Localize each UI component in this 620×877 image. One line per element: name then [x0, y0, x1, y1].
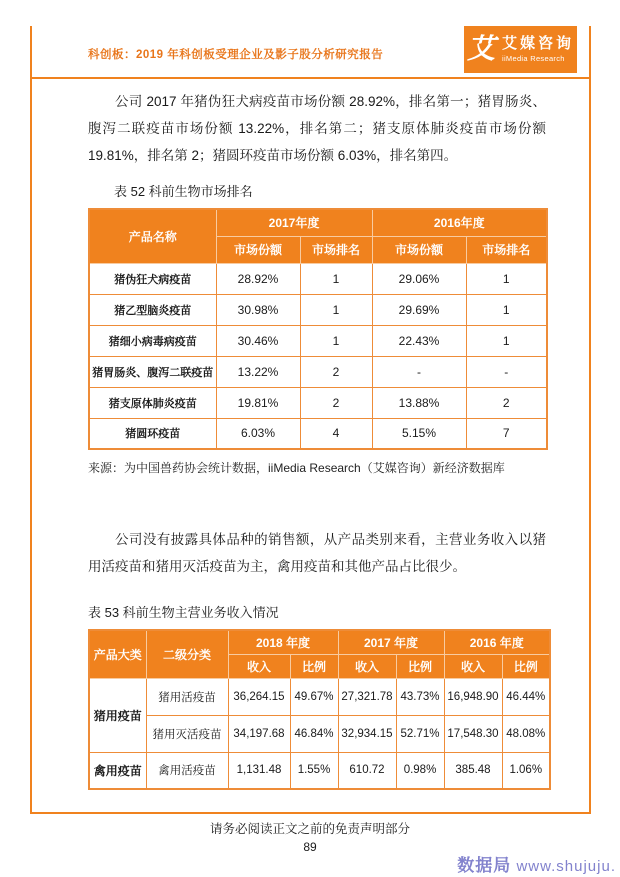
share-2017-cell: 19.81%: [216, 387, 300, 418]
ratio-2018-cell: 49.67%: [290, 678, 338, 715]
product-name-cell: 猪支原体肺炎疫苗: [89, 387, 216, 418]
income-2017-cell: 27,321.78: [338, 678, 396, 715]
page-number: 89: [303, 840, 317, 854]
rank-2016-cell: 1: [466, 325, 547, 356]
income-2018-cell: 36,264.15: [228, 678, 290, 715]
rank-2017-cell: 4: [300, 418, 372, 449]
logo-brand-en: iiMedia Research: [502, 54, 565, 64]
footer-divider: [30, 812, 591, 814]
rank-2017-cell: 1: [300, 294, 372, 325]
col-header-income-2018: 收入: [228, 654, 290, 678]
ratio-2017-cell: 43.73%: [396, 678, 444, 715]
share-2017-cell: 30.46%: [216, 325, 300, 356]
category-cell: 猪用疫苗: [89, 678, 146, 752]
col-header-share-2016: 市场份额: [372, 236, 466, 263]
logo-brand-cn: 艾媒咨询: [502, 35, 575, 53]
rank-2016-cell: 1: [466, 263, 547, 294]
product-name-cell: 猪胃肠炎、腹泻二联疫苗: [89, 356, 216, 387]
col-header-category: 产品大类: [89, 630, 146, 678]
col-header-ratio-2016: 比例: [502, 654, 550, 678]
share-2017-cell: 30.98%: [216, 294, 300, 325]
rank-2017-cell: 2: [300, 387, 372, 418]
share-2016-cell: -: [372, 356, 466, 387]
col-header-subcategory: 二级分类: [146, 630, 228, 678]
income-2016-cell: 385.48: [444, 752, 502, 789]
share-2017-cell: 28.92%: [216, 263, 300, 294]
table52-caption: 表 52 科前生物市场排名: [114, 184, 253, 199]
table-row: [89, 678, 550, 715]
product-name-cell: 猪伪狂犬病疫苗: [89, 263, 216, 294]
col-header-share-2017: 市场份额: [216, 236, 300, 263]
rank-2016-cell: 7: [466, 418, 547, 449]
subcategory-cell: 禽用活疫苗: [146, 752, 228, 789]
table-row: [89, 387, 547, 418]
market-ranking-table: [88, 208, 548, 450]
rank-2017-cell: 1: [300, 325, 372, 356]
share-2016-cell: 5.15%: [372, 418, 466, 449]
category-cell: 禽用疫苗: [89, 752, 146, 789]
product-name-cell: 猪细小病毒病疫苗: [89, 325, 216, 356]
table-header-row: [89, 630, 550, 654]
paragraph-market-share: 公司 2017 年猪伪狂犬病疫苗市场份额 28.92%，排名第一；猪胃肠炎、腹泻二联疫苗市场份额 13.22%，排名第二；猪支原体肺炎疫苗市场份额 19.81%，排名第 2；猪圆环疫苗市场份额 6.03%，排名第四。: [88, 94, 546, 163]
subcategory-cell: 猪用灭活疫苗: [146, 715, 228, 752]
income-2016-cell: 16,948.90: [444, 678, 502, 715]
ratio-2017-cell: 52.71%: [396, 715, 444, 752]
table-row: [89, 418, 547, 449]
ratio-2016-cell: 48.08%: [502, 715, 550, 752]
share-2016-cell: 29.06%: [372, 263, 466, 294]
iimedia-logo-text: [502, 35, 574, 63]
col-header-rank-2016: 市场排名: [466, 236, 547, 263]
rank-2017-cell: 2: [300, 356, 372, 387]
watermark-brand: 数据局: [457, 856, 512, 875]
table-row: [89, 752, 550, 789]
share-2017-cell: 6.03%: [216, 418, 300, 449]
col-header-year-2018: 2018 年度: [228, 630, 338, 654]
table52-source: 来源：为中国兽药协会统计数据，iiMedia Research（艾媒咨询）新经济数据库: [88, 461, 505, 475]
subcategory-cell: 猪用活疫苗: [146, 678, 228, 715]
col-header-year-2016: 2016 年度: [444, 630, 550, 654]
report-title: 科创板：2019 年科创板受理企业及影子股分析研究报告: [88, 49, 384, 61]
page-border-right: [589, 26, 591, 814]
col-header-year-2017: 2017 年度: [338, 630, 444, 654]
table-row: [89, 356, 547, 387]
table-header-row: [89, 209, 547, 236]
ratio-2016-cell: 46.44%: [502, 678, 550, 715]
col-header-income-2016: 收入: [444, 654, 502, 678]
income-2016-cell: 17,548.30: [444, 715, 502, 752]
table53-caption: 表 53 科前生物主营业务收入情况: [88, 605, 279, 620]
paragraph-revenue: 公司没有披露具体品种的销售额，从产品类别来看，主营业务收入以猪用活疫苗和猪用灭活疫苗为主，禽用疫苗和其他产品占比很少。: [88, 532, 546, 574]
ratio-2017-cell: 0.98%: [396, 752, 444, 789]
rank-2017-cell: 1: [300, 263, 372, 294]
income-2017-cell: 610.72: [338, 752, 396, 789]
revenue-table: [88, 629, 551, 790]
table-row: [89, 715, 550, 752]
iimedia-logo: [464, 26, 577, 73]
ratio-2018-cell: 46.84%: [290, 715, 338, 752]
watermark-url: www.shujuju.: [511, 858, 616, 875]
page-body: [88, 88, 549, 790]
header-divider: [30, 77, 591, 79]
col-header-ratio-2018: 比例: [290, 654, 338, 678]
share-2016-cell: 13.88%: [372, 387, 466, 418]
share-2016-cell: 22.43%: [372, 325, 466, 356]
table-row: [89, 263, 547, 294]
watermark: [457, 851, 616, 876]
table-row: [89, 294, 547, 325]
share-2017-cell: 13.22%: [216, 356, 300, 387]
ratio-2018-cell: 1.55%: [290, 752, 338, 789]
income-2018-cell: 34,197.68: [228, 715, 290, 752]
col-header-rank-2017: 市场排名: [300, 236, 372, 263]
rank-2016-cell: 2: [466, 387, 547, 418]
product-name-cell: 猪乙型脑炎疫苗: [89, 294, 216, 325]
share-2016-cell: 29.69%: [372, 294, 466, 325]
table-row: [89, 325, 547, 356]
rank-2016-cell: 1: [466, 294, 547, 325]
product-name-cell: 猪圆环疫苗: [89, 418, 216, 449]
col-header-income-2017: 收入: [338, 654, 396, 678]
ratio-2016-cell: 1.06%: [502, 752, 550, 789]
rank-2016-cell: -: [466, 356, 547, 387]
income-2017-cell: 32,934.15: [338, 715, 396, 752]
disclaimer-text: 请务必阅读正文之前的免责声明部分: [209, 822, 410, 836]
iimedia-logo-icon: 艾: [466, 33, 495, 65]
income-2018-cell: 1,131.48: [228, 752, 290, 789]
page-border-left: [30, 26, 32, 814]
col-header-year-2017: 2017年度: [216, 209, 372, 236]
col-header-year-2016: 2016年度: [372, 209, 547, 236]
col-header-product: 产品名称: [89, 209, 216, 263]
col-header-ratio-2017: 比例: [396, 654, 444, 678]
